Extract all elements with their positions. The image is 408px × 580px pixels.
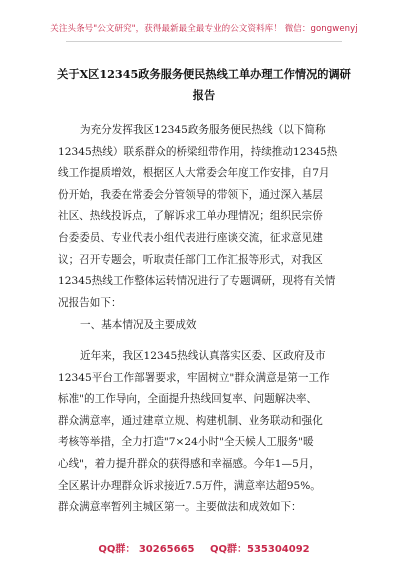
paragraph-line: 近年来，我区12345热线认真落实区委、区政府及市 bbox=[80, 350, 326, 362]
title-line: 关于X区12345政务服务便民热线工单办理工作情况的调研 bbox=[57, 67, 351, 81]
paragraph-line: 况报告如下： bbox=[58, 296, 122, 309]
paragraph-line: 群众满意率暂列主城区第一。主要做法和成效如下： bbox=[58, 501, 302, 514]
paragraph-line: 12345热线）联系群众的桥梁纽带作用，持续推动12345热 bbox=[58, 145, 338, 158]
paragraph-line: 份开始，我委在常委会分管领导的带领下，通过深入基层 bbox=[58, 188, 323, 201]
header-note: 关注头条号"公文研究"，获得最新最全最专业的公文资料库！ 微信：gongwenyj bbox=[50, 24, 358, 34]
paragraph-line: 社区、热线投诉点，了解诉求工单办理情况；组织民宗侨 bbox=[58, 210, 323, 223]
title-line: 报告 bbox=[192, 88, 216, 102]
footer-contact bbox=[0, 540, 408, 555]
footer-qq-group-1: QQ群： 30265665 bbox=[98, 544, 195, 555]
paragraph-line: 议；召开专题会，听取责任部门工作汇报等形式，对我区 bbox=[58, 253, 323, 266]
paragraph-line: 线工作提质增效，根据区人大常委会年度工作安排，自7月 bbox=[58, 167, 330, 180]
section-paragraph bbox=[58, 346, 358, 519]
paragraph-line: 考核等举措，全力打造"7×24小时"全天候人工服务"暖 bbox=[58, 436, 314, 449]
paragraph-line: 12345热线工作整体运转情况进行了专题调研，现将有关情 bbox=[58, 275, 336, 288]
header-divider bbox=[66, 41, 342, 42]
paragraph-line: 为充分发挥我区12345政务服务便民热线（以下简称 bbox=[80, 124, 326, 136]
intro-paragraph bbox=[58, 120, 358, 314]
paragraph-line: 心线"，着力提升群众的获得感和幸福感。今年1—5月， bbox=[58, 457, 321, 470]
paragraph-line: 标准"的工作导向，全面提升热线回复率、问题解决率、 bbox=[58, 393, 318, 406]
paragraph-line: 群众满意率，通过建章立规、构建机制、业务联动和强化 bbox=[58, 414, 323, 427]
footer-qq-group-2: QQ群：535304092 bbox=[210, 544, 310, 555]
paragraph-line: 台委委员、专业代表小组代表进行座谈交流，征求意见建 bbox=[58, 231, 323, 244]
paragraph-line: 全区累计办理群众诉求接近7.5万件，满意率达超95%。 bbox=[58, 479, 321, 492]
document-title bbox=[56, 64, 352, 106]
section-heading: 一、基本情况及主要成效 bbox=[80, 319, 197, 331]
paragraph-line: 12345平台工作部署要求，牢固树立"群众满意是第一工作 bbox=[58, 371, 330, 384]
